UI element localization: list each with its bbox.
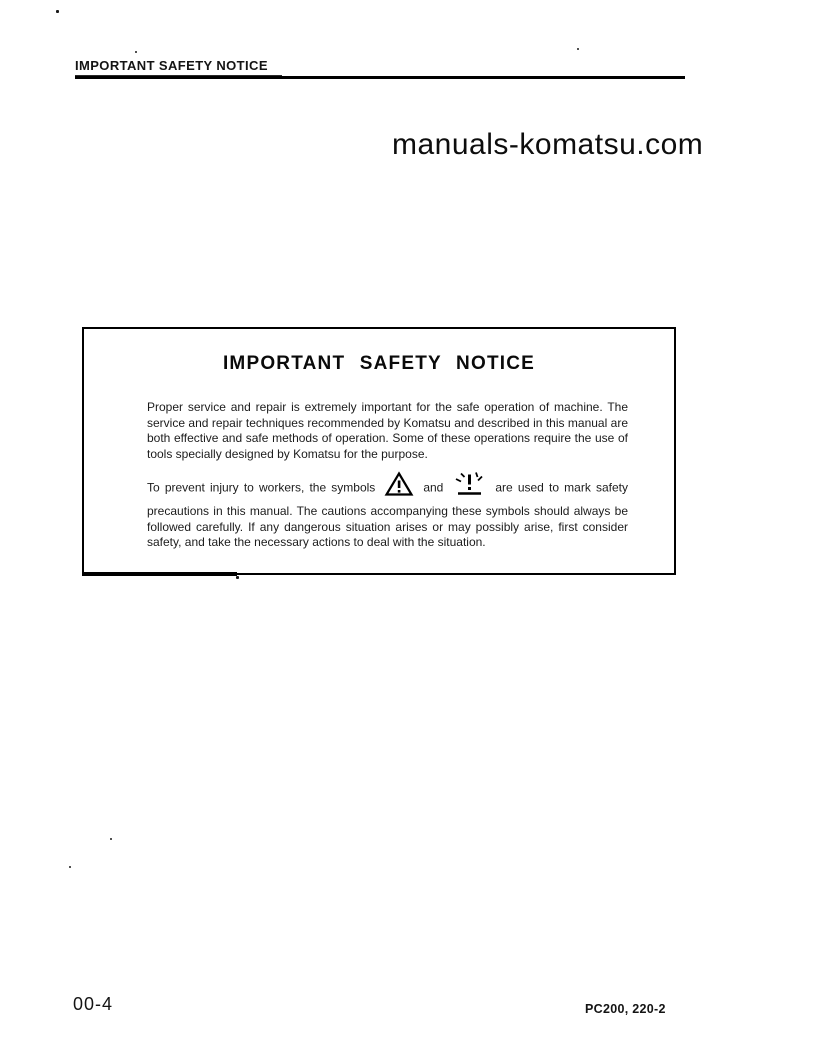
footer-page-number: 00-4	[73, 994, 114, 1014]
safety-notice-box	[82, 327, 676, 575]
warning-triangle-icon	[384, 471, 414, 502]
page-header-title: IMPORTANT SAFETY NOTICE	[75, 58, 282, 76]
box-bottom-rule	[82, 572, 237, 576]
caution-burst-icon	[452, 471, 486, 502]
scan-speck	[56, 10, 59, 13]
header-rule	[75, 76, 685, 79]
notice-title: IMPORTANT SAFETY NOTICE	[222, 353, 536, 374]
notice-paragraph-2-rest: are used to mark safety precautions in this manual. The cautions accompanying these symbols should always be followed carefully. If any dangerous situation arises or may possibly arise, first consider safety, and take the necessary actions to deal with the situation.	[147, 480, 628, 550]
scan-speck	[69, 866, 71, 868]
notice-paragraph-2-lead: To prevent injury to workers, the symbols	[147, 480, 376, 495]
scan-speck	[110, 838, 112, 840]
notice-paragraph-1: Proper service and repair is extremely important for the safe operation of machine. The service and repair techniques recommended by Komatsu and described in this manual are both effective and safe methods of operation. Some of these operations require the use of tools specially designed by Komatsu for the purpose.	[147, 400, 628, 461]
watermark-text: manuals-komatsu.com	[392, 128, 704, 161]
notice-body	[147, 400, 628, 551]
scan-speck	[577, 48, 579, 50]
scan-speck	[236, 576, 239, 579]
scan-speck	[135, 51, 137, 53]
notice-paragraph-2-conjunction: and	[423, 480, 444, 495]
notice-paragraph-2	[147, 473, 628, 550]
footer-model-code: PC200, 220-2	[585, 1002, 666, 1016]
